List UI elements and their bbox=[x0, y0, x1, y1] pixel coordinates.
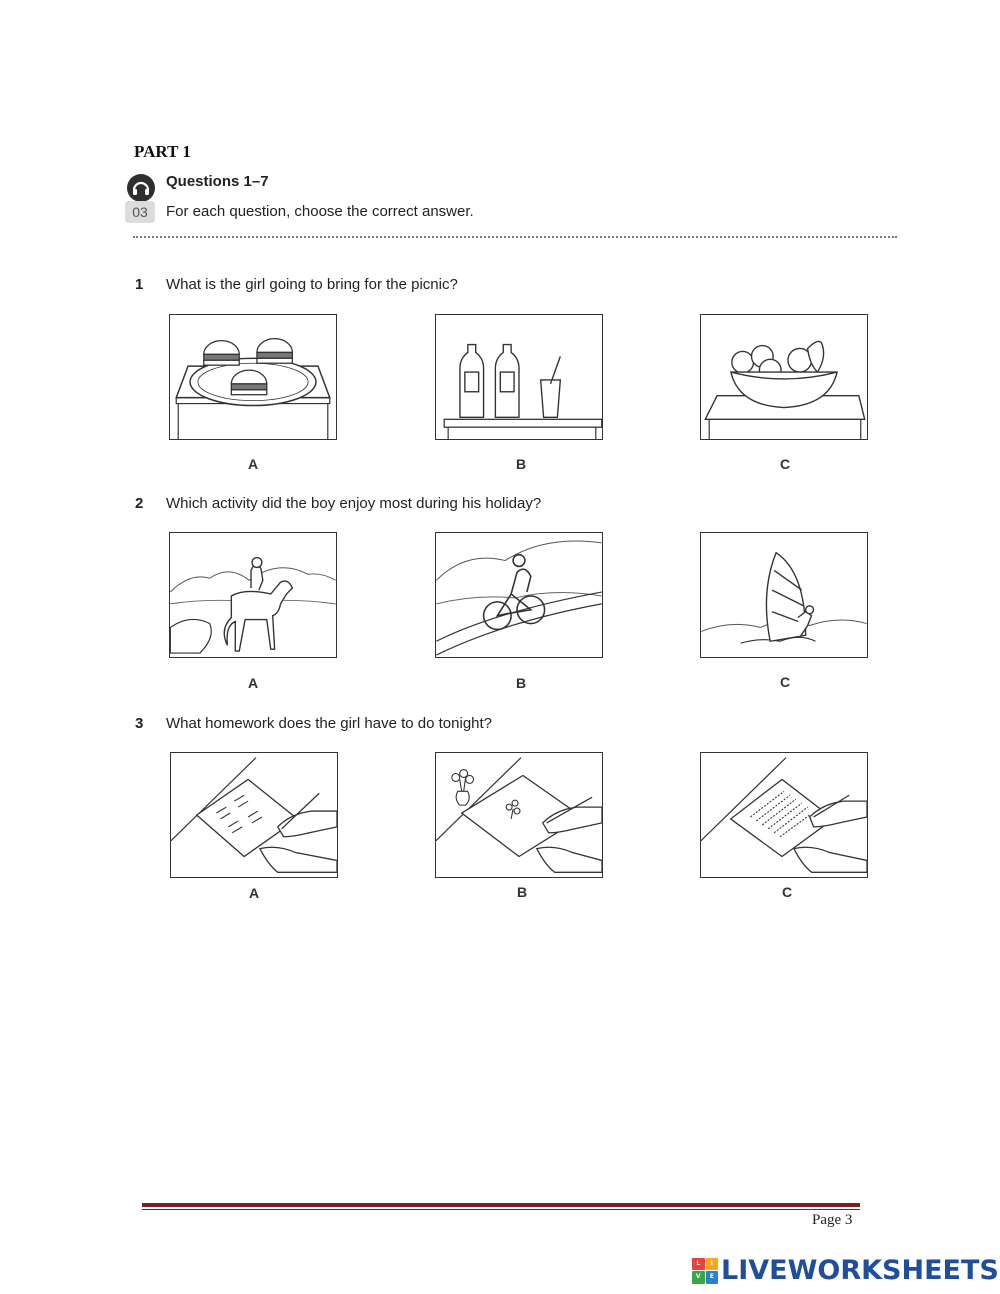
q3-option-a-maths-homework-image[interactable] bbox=[170, 752, 338, 878]
question-3-number: 3 bbox=[135, 715, 144, 732]
question-2-text: Which activity did the boy enjoy most during his holiday? bbox=[166, 495, 542, 512]
questions-range-heading: Questions 1–7 bbox=[166, 173, 269, 190]
part-title: PART 1 bbox=[134, 142, 191, 161]
q2-option-c-windsurfing-image[interactable] bbox=[700, 532, 868, 658]
q1-option-b-label: B bbox=[515, 456, 527, 472]
q1-option-c-label: C bbox=[779, 456, 791, 472]
mark-tile-e: E bbox=[706, 1271, 719, 1284]
question-3-text: What homework does the girl have to do tonight? bbox=[166, 715, 493, 732]
instruction-text: For each question, choose the correct answer. bbox=[166, 203, 474, 220]
headphones-icon bbox=[126, 173, 156, 203]
q3-option-c-writing-homework-image[interactable] bbox=[700, 752, 868, 878]
q2-option-a-horse-riding-image[interactable] bbox=[169, 532, 337, 658]
mark-tile-i: I bbox=[706, 1258, 719, 1271]
q3-option-b-drawing-homework-image[interactable] bbox=[435, 752, 603, 878]
mark-tile-l: L bbox=[692, 1258, 705, 1271]
question-2-number: 2 bbox=[135, 495, 144, 512]
q3-option-a-label: A bbox=[248, 885, 260, 901]
q1-option-a-burgers-image[interactable] bbox=[169, 314, 337, 440]
q1-option-a-label: A bbox=[247, 456, 259, 472]
question-1-text: What is the girl going to bring for the picnic? bbox=[166, 276, 458, 293]
dotted-divider bbox=[133, 236, 897, 238]
page-number: Page 3 bbox=[812, 1212, 853, 1228]
q2-option-a-label: A bbox=[247, 675, 259, 691]
liveworksheets-wordmark: LIVEWORKSHEETS bbox=[721, 1255, 999, 1286]
track-number-badge[interactable]: 03 bbox=[125, 201, 155, 223]
q1-option-c-fruit-bowl-image[interactable] bbox=[700, 314, 868, 440]
q2-option-c-label: C bbox=[779, 674, 791, 690]
q1-option-b-drinks-image[interactable] bbox=[435, 314, 603, 440]
footer-rule-thin bbox=[142, 1209, 860, 1210]
q2-option-b-cycling-image[interactable] bbox=[435, 532, 603, 658]
mark-tile-v: V bbox=[692, 1271, 705, 1284]
liveworksheets-mark-icon bbox=[692, 1258, 718, 1284]
q3-option-b-label: B bbox=[516, 884, 528, 900]
footer-rule bbox=[142, 1203, 860, 1207]
q3-option-c-label: C bbox=[781, 884, 793, 900]
liveworksheets-logo[interactable] bbox=[692, 1255, 999, 1286]
q2-option-b-label: B bbox=[515, 675, 527, 691]
question-1-number: 1 bbox=[135, 276, 144, 293]
